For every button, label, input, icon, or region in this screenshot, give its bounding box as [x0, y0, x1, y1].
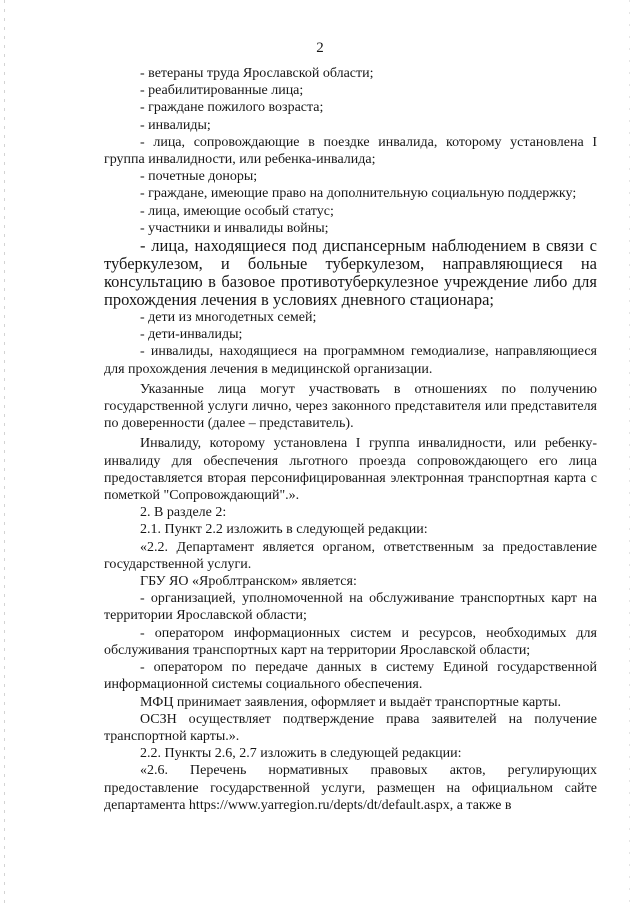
paragraph: ОСЗН осуществляет подтверждение права заявителей на получение транспортной карты.». [104, 711, 597, 744]
paragraph: «2.6. Перечень нормативных правовых актов, регулирующих предоставление государственной услуги, размещен на официальном сайте департамента https://www.yarregion.ru/depts/dt/default.aspx, а также в [104, 763, 597, 813]
paragraph: «2.2. Департамент является органом, ответственным за предоставление государственной услуги. [104, 539, 597, 572]
list-item: - участники и инвалиды войны; [140, 220, 329, 236]
list-item: - оператором информационных систем и ресурсов, необходимых для обслуживания транспортных карт на территории Ярославской области; [104, 625, 597, 658]
scan-edge-right [629, 0, 630, 905]
list-item: - организацией, уполномоченной на обслуживание транспортных карт на территории Ярославской области; [104, 591, 597, 624]
list-item: - инвалиды; [140, 117, 211, 133]
list-item: - почетные доноры; [140, 169, 258, 185]
page-number: 2 [316, 40, 324, 56]
paragraph: 2.2. Пункты 2.6, 2.7 изложить в следующей редакции: [140, 746, 462, 762]
scan-edge-left [4, 0, 5, 905]
list-item: - инвалиды, находящиеся на программном гемодиализе, направляющиеся для прохождения лечения в медицинской организации. [104, 344, 597, 377]
list-item: - дети-инвалиды; [140, 327, 243, 343]
paragraph: 2.1. Пункт 2.2 изложить в следующей редакции: [140, 522, 428, 538]
list-item: - оператором по передаче данных в систему Единой государственной информационной системы социального обеспечения. [104, 660, 597, 693]
paragraph: Инвалиду, которому установлена I группа инвалидности, или ребенку-инвалиду для обеспечения льготного проезда сопровождающего его лица предоставляется вторая персонифицированная электронная транспортная карта с пометкой "Сопровождающий".». [104, 436, 597, 504]
list-item: - лица, находящиеся под диспансерным наблюдением в связи с туберкулезом, и больные туберкулезом, направляющиеся на консультацию в базовое противотуберкулезное учреждение либо для прохождения лечения в условиях дневного стационара; [104, 236, 597, 310]
document-body [104, 65, 597, 814]
list-item: - лица, сопровождающие в поездке инвалида, которому установлена I группа инвалидности, или ребенка-инвалида; [104, 134, 597, 168]
list-item: - реабилитированные лица; [140, 83, 304, 99]
list-item: - граждане пожилого возраста; [140, 100, 324, 116]
list-item: - лица, имеющие особый статус; [140, 203, 334, 219]
paragraph: Указанные лица могут участвовать в отношениях по получению государственной услуги лично, через законного представителя или представителя по доверенности (далее – представитель). [104, 381, 597, 432]
list-item: - ветераны труда Ярославской области; [140, 66, 374, 81]
section-heading: 2. В разделе 2: [140, 505, 227, 521]
list-item: - граждане, имеющие право на дополнительную социальную поддержку; [140, 186, 577, 202]
list-item: - дети из многодетных семей; [140, 310, 317, 326]
paragraph: МФЦ принимает заявления, оформляет и выдаёт транспортные карты. [140, 694, 561, 710]
paragraph: ГБУ ЯО «Яроблтранском» является: [140, 574, 357, 590]
